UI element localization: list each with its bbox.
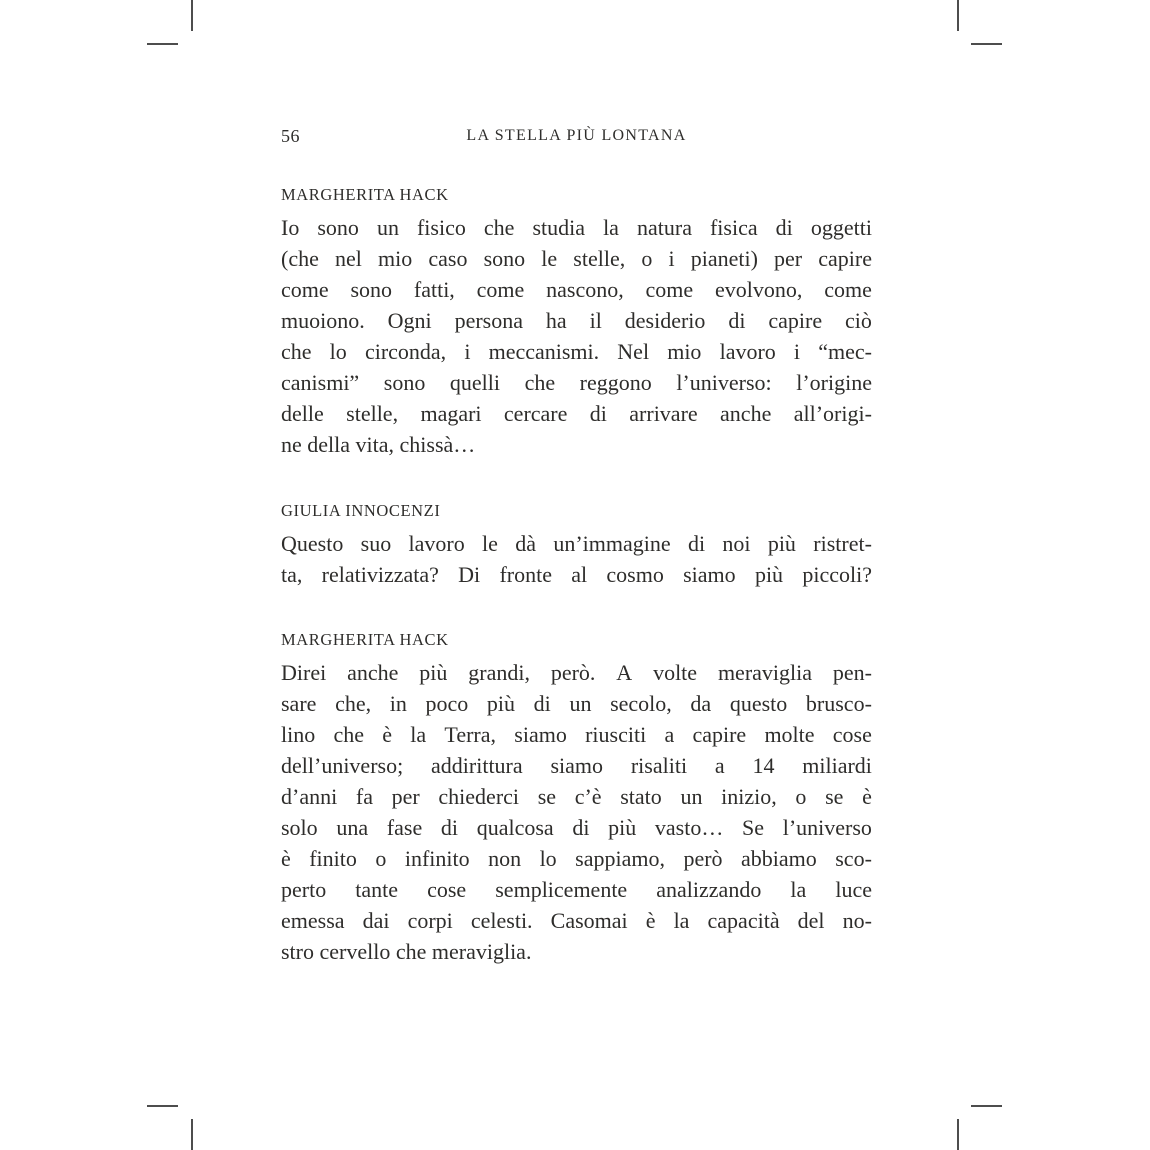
crop-mark-top-left-vertical bbox=[191, 0, 193, 31]
text-line: dell’universo; addirittura siamo risaliti a 14 miliardi bbox=[281, 753, 872, 778]
crop-mark-bottom-left-horizontal bbox=[147, 1105, 178, 1107]
dialogue-section bbox=[281, 502, 872, 590]
text-line: Questo suo lavoro le dà un’immagine di noi più ristret- bbox=[281, 531, 872, 556]
text-line: ta, relativizzata? Di fronte al cosmo siamo più piccoli? bbox=[281, 562, 872, 587]
crop-mark-top-left-horizontal bbox=[147, 43, 178, 45]
crop-mark-bottom-right-vertical bbox=[957, 1119, 959, 1150]
text-line: stro cervello che meraviglia. bbox=[281, 939, 532, 964]
text-line: come sono fatti, come nascono, come evolvono, come bbox=[281, 277, 872, 302]
text-line: Direi anche più grandi, però. A volte meraviglia pen- bbox=[281, 660, 872, 685]
text-line: muoiono. Ogni persona ha il desiderio di capire ciò bbox=[281, 308, 872, 333]
text-line: d’anni fa per chiederci se c’è stato un inizio, o se è bbox=[281, 784, 872, 809]
text-line: sare che, in poco più di un secolo, da questo brusco- bbox=[281, 691, 872, 716]
speaker-name: GIULIA INNOCENZI bbox=[281, 501, 441, 520]
text-line: delle stelle, magari cercare di arrivare anche all’origi- bbox=[281, 401, 872, 426]
text-column bbox=[281, 0, 872, 1150]
text-line: Io sono un fisico che studia la natura fisica di oggetti bbox=[281, 215, 872, 240]
text-line: lino che è la Terra, siamo riusciti a capire molte cose bbox=[281, 722, 872, 747]
page-number: 56 bbox=[281, 126, 300, 146]
text-line: è finito o infinito non lo sappiamo, però abbiamo sco- bbox=[281, 846, 872, 871]
text-line: solo una fase di qualcosa di più vasto… Se l’universo bbox=[281, 815, 872, 840]
crop-mark-top-right-horizontal bbox=[971, 43, 1002, 45]
dialogue-section bbox=[281, 186, 872, 460]
text-line: che lo circonda, i meccanismi. Nel mio lavoro i “mec- bbox=[281, 339, 872, 364]
text-line: perto tante cose semplicemente analizzando la luce bbox=[281, 877, 872, 902]
crop-mark-bottom-right-horizontal bbox=[971, 1105, 1002, 1107]
running-title: LA STELLA PIÙ LONTANA bbox=[466, 127, 687, 144]
text-line: (che nel mio caso sono le stelle, o i pianeti) per capire bbox=[281, 246, 872, 271]
crop-mark-top-right-vertical bbox=[957, 0, 959, 31]
crop-mark-bottom-left-vertical bbox=[191, 1119, 193, 1150]
dialogue-section bbox=[281, 631, 872, 967]
text-line: canismi” sono quelli che reggono l’universo: l’origine bbox=[281, 370, 872, 395]
speaker-name: MARGHERITA HACK bbox=[281, 630, 449, 649]
text-line: ne della vita, chissà… bbox=[281, 432, 476, 457]
speaker-name: MARGHERITA HACK bbox=[281, 185, 449, 204]
text-line: emessa dai corpi celesti. Casomai è la capacità del no- bbox=[281, 908, 872, 933]
